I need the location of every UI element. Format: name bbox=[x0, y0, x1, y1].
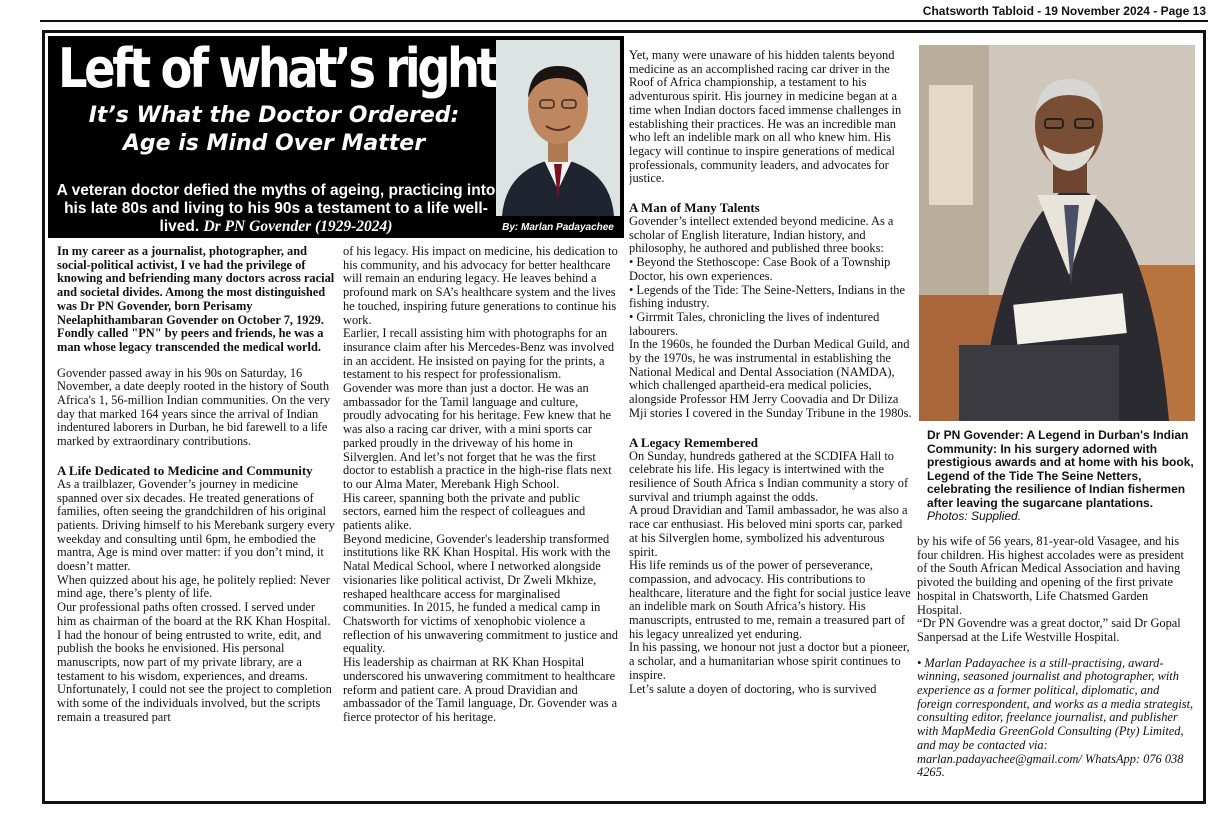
photo-caption bbox=[927, 429, 1197, 524]
bullet-item: • Legends of the Tide: The Seine-Netters, Indians in the fishing industry. bbox=[629, 282, 905, 311]
headline: Left of what’s right bbox=[58, 37, 496, 100]
standfirst-credit: Dr PN Govender (1929-2024) bbox=[203, 218, 393, 235]
portrait-illustration bbox=[496, 40, 620, 216]
paragraph: Govender was more than just a doctor. He was an ambassador for the Tamil language and culture, proudly advocating for his heritage. Few knew that he was also a racing car driver, with a mini sports car parked proudly in the driveway of his home in Silverglen. And let’s not forget that he was the first doctor to establish a practice in the high-rise flats next to our Alma Mater, Merebank High School. bbox=[343, 381, 612, 491]
paragraph: In the 1960s, he founded the Durban Medical Guild, and by the 1970s, he was instrumental in establishing the National Medical and Dental Association (NAMDA), which challenged apartheid-era medical policies, alongside Professor HM Jerry Coovadia and Dr Diliza Mji stories I covered in the Sunday Tribune in the 1980s. bbox=[629, 337, 912, 420]
lead-paragraph: In my career as a journalist, photographer, and social-political activist, I ve had the privilege of knowing and befriending many doctors across racial and societal divides. Among the most distinguished was Dr PN Govender, born Perisamy Neelaphithambaran Govender on October 7, 1929. Fondly called "PN" by peers and friends, he was a man whose legacy transcended the medical world. bbox=[57, 245, 335, 354]
column-1 bbox=[57, 245, 337, 801]
column-2 bbox=[343, 245, 619, 801]
paragraph: Our professional paths often crossed. I served under him as chairman of the board at the RK Khan Hospital. bbox=[57, 600, 331, 628]
author-bio: • Marlan Padayachee is a still-practising, award-winning, seasoned journalist and photographer, with experience as a former political, diplomatic, and foreign correspondent, and works as a media strategist, consulting editor, freelance journalist, and publisher with MapMedia GreenGold Consulting (Pty) Limited, and may be contacted via: marlan.padayachee@gmail.com/ WhatsApp: 076 038 4265. bbox=[917, 655, 1194, 780]
page-folio: Chatsworth Tabloid - 19 November 2024 - Page 13 bbox=[922, 4, 1206, 18]
article-frame bbox=[42, 30, 1206, 804]
column-3 bbox=[629, 49, 913, 801]
paragraph: Let’s salute a doyen of doctoring, who is survived bbox=[629, 681, 877, 696]
paragraph: On Sunday, hundreds gathered at the SCDIFA Hall to celebrate his life. His legacy is intertwined with the resilience of South Africa s Indian community a story of survival and triumph against the odds. bbox=[629, 448, 909, 504]
standfirst-text: A veteran doctor defied the myths of ageing, practicing into his late 80s and living to his 90s a testament to a life well-lived. bbox=[56, 182, 496, 235]
section-heading: A Legacy Remembered bbox=[629, 434, 759, 450]
bullet-item: • Beyond the Stethoscope: Case Book of a Township Doctor, his own experiences. bbox=[629, 255, 891, 283]
paragraph: In his passing, we honour not just a doctor but a pioneer, a scholar, and a humanitarian whose spirit continues to inspire. bbox=[629, 640, 910, 682]
paragraph: As a trailblazer, Govender’s journey in medicine spanned over six decades. He treated generations of families, often seeing the grandchildren of his original patients. Driving himself to his Merebank surgery every weekday and consulting until 6pm, he embodied the mantra, Age is mind over matter: if you don’t mind, it doesn’t matter. bbox=[57, 476, 335, 574]
section-heading: A Man of Many Talents bbox=[629, 200, 760, 216]
paragraph: Yet, many were unaware of his hidden talents beyond medicine as an accomplished racing car driver in the Roof of Africa championship, a testament to his adventurous spirit. His journey in medicine began at a time when Indian doctors faced immense challenges in establishing their practices. He was an incredible man who left an indelible mark on all who knew him. His legacy will continue to inspire generations of medical professionals, community leaders, and advocates for justice. bbox=[629, 49, 902, 186]
paragraph: A proud Dravidian and Tamil ambassador, he was also a race car enthusiast. His beloved mini sports car, parked at his Silverglen home, symbolized his adventurous spirit. bbox=[629, 503, 908, 559]
subheadline bbox=[54, 102, 494, 158]
paragraph: Govender passed away in his 90s on Saturday, 16 November, a date deeply rooted in the history of South Africa's 1, 56-million Indian communities. On the very day that marked 164 years since the arrival of Indian indentured laborers in Durban, he bid farewell to a life marked by extraordinary contributions. bbox=[57, 365, 331, 449]
paragraph: Beyond medicine, Govender's leadership transformed institutions like RK Khan Hospital. His work with the Natal Medical School, where I networked alongside visionaries like political activist, Dr Zweli Mkhize, reshaped healthcare access for marginalised communities. In 2015, he funded a medical camp in Chatsworth for victims of xenophobic violence a reflection of his unwavering commitment to justice and equality. bbox=[343, 531, 618, 656]
paragraph: Govender’s intellect extended beyond medicine. As a scholar of English literature, Indian history, and philosophy, he authored and published three books: bbox=[629, 214, 894, 256]
subheadline-line-1: It’s What the Doctor Ordered: bbox=[88, 103, 460, 128]
paragraph: of his legacy. His impact on medicine, his dedication to his community, and his advocacy for better healthcare will remain an enduring legacy. He leaves behind a profound mark on SA’s healthcare system and the lives he touched, inspiring future generations to continue his work. bbox=[343, 245, 618, 327]
paragraph: by his wife of 56 years, 81-year-old Vasagee, and his four children. His highest accolades were as president of the South African Medical Association and having pivoted the building and opening of the first private hospital in Chatsworth, Life Chatsmed Garden Hospital. bbox=[917, 535, 1184, 617]
column-4 bbox=[917, 535, 1195, 801]
photo-caption-text: Dr PN Govender: A Legend in Durban's Indian Community: In his surgery adorned with prestigious awards and at home with his book, Legend of the Tide The Seine Netters, celebrating the resilience of Indian fishermen after leaving the sugarcane plantations. bbox=[927, 428, 1194, 510]
paragraph: His leadership as chairman at RK Khan Hospital underscored his unwavering commitment to healthcare reform and patient care. A proud Dravidian and ambassador of the Tamil language, Dr. Govender was a fierce protector of his heritage. bbox=[343, 655, 618, 724]
paragraph: “Dr PN Govendre was a great doctor,” said Dr Gopal Sanpersad at the Life Westville Hospital. bbox=[917, 616, 1181, 644]
top-rule bbox=[40, 20, 1208, 22]
portrait-photo bbox=[496, 40, 620, 216]
masthead bbox=[48, 36, 624, 238]
paragraph: His career, spanning both the private and public sectors, earned him the respect of colleagues and patients alike. bbox=[343, 490, 586, 533]
subheadline-line-2: Age is Mind Over Matter bbox=[122, 131, 426, 156]
bullet-item: • Girrmit Tales, chronicling the lives of indentured labourers. bbox=[629, 309, 880, 338]
photo-credit: Photos: Supplied. bbox=[927, 509, 1022, 523]
paragraph: I had the honour of being entrusted to write, edit, and publish the books he envisioned. His personal manuscripts, now part of my private library, are a testament to his wisdom, experiences, and dreams. Unfortunately, I could not see the project to completion with some of the individuals involved, but the scripts remain a treasured part bbox=[57, 627, 332, 724]
standfirst bbox=[54, 182, 498, 236]
paragraph: Earlier, I recall assisting him with photographs for an insurance claim after his Mercedes-Benz was involved in an accident. He insisted on paying for the prints, a testament to his respect for professionalism. bbox=[343, 326, 615, 382]
paragraph: When quizzed about his age, he politely replied: Never mind age, there’s plenty of life. bbox=[57, 572, 330, 601]
section-heading: A Life Dedicated to Medicine and Community bbox=[57, 462, 313, 478]
home-photo-illustration bbox=[919, 45, 1195, 421]
byline: By: Marlan Padayachee bbox=[502, 222, 614, 233]
home-photo bbox=[919, 45, 1195, 421]
paragraph: His life reminds us of the power of perseverance, compassion, and advocacy. His contributions to healthcare, literature and the fight for social justice leave an indelible mark on South Africa’s history. His manuscripts, entrusted to me, remain a treasured part of his legacy unrealized yet enduring. bbox=[629, 558, 911, 641]
